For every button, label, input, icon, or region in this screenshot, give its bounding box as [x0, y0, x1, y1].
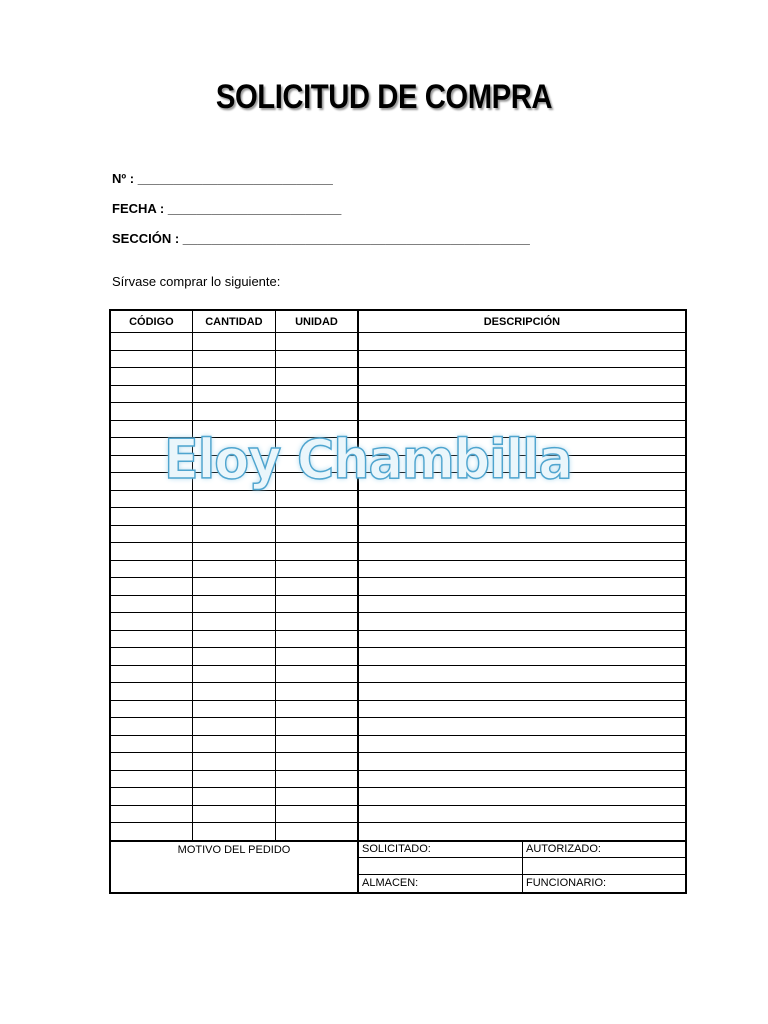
table-cell[interactable] [192, 735, 275, 753]
table-cell[interactable] [358, 683, 686, 701]
table-cell[interactable] [358, 648, 686, 666]
table-row [110, 385, 686, 403]
intro-text: Sírvase comprar lo siguiente: [112, 274, 281, 289]
table-cell[interactable] [276, 648, 358, 666]
table-row [110, 350, 686, 368]
table-cell[interactable] [276, 525, 358, 543]
table-cell[interactable] [192, 403, 275, 421]
table-cell[interactable] [276, 805, 358, 823]
table-cell[interactable] [276, 578, 358, 596]
table-cell[interactable] [358, 403, 686, 421]
table-cell[interactable] [192, 525, 275, 543]
table-cell[interactable] [358, 560, 686, 578]
table-cell[interactable] [358, 753, 686, 771]
column-header-descripcion: DESCRIPCIÓN [358, 310, 686, 333]
table-cell[interactable] [192, 595, 275, 613]
table-cell[interactable] [192, 700, 275, 718]
table-body [110, 333, 686, 841]
table-row [110, 665, 686, 683]
table-cell[interactable] [276, 753, 358, 771]
table-cell[interactable] [276, 543, 358, 561]
document-title: SOLICITUD DE COMPRA [215, 78, 553, 116]
table-cell[interactable] [110, 350, 192, 368]
table-cell[interactable] [192, 718, 275, 736]
table-row [110, 578, 686, 596]
table-cell[interactable] [192, 665, 275, 683]
almacen-label: ALMACEN: [362, 877, 419, 889]
table-cell[interactable] [192, 788, 275, 806]
table-cell[interactable] [192, 805, 275, 823]
table-cell[interactable] [110, 508, 192, 526]
table-row [110, 805, 686, 823]
table-cell[interactable] [276, 683, 358, 701]
table-cell[interactable] [358, 665, 686, 683]
table-row [110, 595, 686, 613]
table-cell[interactable] [358, 805, 686, 823]
table-cell[interactable] [276, 613, 358, 631]
table-row [110, 630, 686, 648]
table-cell[interactable] [192, 508, 275, 526]
table-cell[interactable] [110, 735, 192, 753]
table-cell[interactable] [358, 613, 686, 631]
table-cell[interactable] [276, 735, 358, 753]
table-cell[interactable] [192, 753, 275, 771]
table-row [110, 333, 686, 351]
table-row [110, 735, 686, 753]
table-row [110, 700, 686, 718]
table-cell[interactable] [192, 385, 275, 403]
numero-field: Nº : ___________________________ [112, 171, 333, 186]
table-cell[interactable] [192, 823, 275, 841]
table-row [110, 508, 686, 526]
table-cell[interactable] [358, 718, 686, 736]
table-cell[interactable] [192, 333, 275, 351]
motivo-label: MOTIVO DEL PEDIDO [111, 841, 359, 892]
table-cell[interactable] [110, 683, 192, 701]
table-cell[interactable] [110, 368, 192, 386]
table-row [110, 403, 686, 421]
column-header-unidad: UNIDAD [276, 310, 358, 333]
table-cell[interactable] [358, 490, 686, 508]
table-row [110, 770, 686, 788]
table-cell[interactable] [192, 368, 275, 386]
funcionario-label: FUNCIONARIO: [526, 877, 607, 889]
table-cell[interactable] [192, 490, 275, 508]
table-row [110, 490, 686, 508]
table-cell[interactable] [358, 350, 686, 368]
table-cell[interactable] [110, 490, 192, 508]
table-cell[interactable] [358, 508, 686, 526]
table-cell[interactable] [110, 578, 192, 596]
table-cell[interactable] [276, 368, 358, 386]
table-cell[interactable] [276, 333, 358, 351]
table-cell[interactable] [358, 788, 686, 806]
table-row [110, 648, 686, 666]
table-cell[interactable] [192, 578, 275, 596]
table-row [110, 788, 686, 806]
table-row [110, 823, 686, 841]
table-cell[interactable] [110, 753, 192, 771]
table-cell[interactable] [276, 560, 358, 578]
table-cell[interactable] [358, 823, 686, 841]
table-cell[interactable] [110, 788, 192, 806]
table-cell[interactable] [110, 823, 192, 841]
table-row [110, 368, 686, 386]
table-cell[interactable] [110, 543, 192, 561]
table-row [110, 613, 686, 631]
table-cell[interactable] [276, 700, 358, 718]
table-row [110, 753, 686, 771]
table-cell[interactable] [358, 735, 686, 753]
table-cell[interactable] [110, 385, 192, 403]
footer-section [109, 841, 687, 894]
table-row [110, 543, 686, 561]
table-cell[interactable] [192, 350, 275, 368]
table-cell[interactable] [192, 560, 275, 578]
table-cell[interactable] [110, 403, 192, 421]
table-cell[interactable] [110, 630, 192, 648]
table-header-row [110, 310, 686, 333]
table-cell[interactable] [358, 595, 686, 613]
table-cell[interactable] [358, 578, 686, 596]
table-row [110, 683, 686, 701]
table-cell[interactable] [110, 665, 192, 683]
table-cell[interactable] [192, 683, 275, 701]
table-cell[interactable] [276, 630, 358, 648]
table-cell[interactable] [110, 700, 192, 718]
table-cell[interactable] [276, 508, 358, 526]
table-cell[interactable] [110, 805, 192, 823]
table-row [110, 718, 686, 736]
table-cell[interactable] [358, 525, 686, 543]
table-row [110, 525, 686, 543]
table-cell[interactable] [276, 403, 358, 421]
table-cell[interactable] [110, 718, 192, 736]
table-cell[interactable] [276, 665, 358, 683]
table-cell[interactable] [110, 333, 192, 351]
table-cell[interactable] [358, 543, 686, 561]
table-cell[interactable] [358, 700, 686, 718]
table-cell[interactable] [192, 630, 275, 648]
table-cell[interactable] [276, 595, 358, 613]
table-cell[interactable] [358, 630, 686, 648]
watermark-text: Eloy Chambilla [164, 428, 572, 491]
column-header-cantidad: CANTIDAD [192, 310, 275, 333]
table-cell[interactable] [358, 770, 686, 788]
table-cell[interactable] [358, 333, 686, 351]
autorizado-label: AUTORIZADO: [526, 843, 601, 855]
table-cell[interactable] [276, 385, 358, 403]
table-cell[interactable] [276, 490, 358, 508]
table-cell[interactable] [358, 368, 686, 386]
table-cell[interactable] [192, 543, 275, 561]
column-header-codigo: CÓDIGO [110, 310, 192, 333]
table-cell[interactable] [192, 613, 275, 631]
items-table [109, 309, 687, 842]
table-cell[interactable] [276, 823, 358, 841]
table-cell[interactable] [110, 613, 192, 631]
table-cell[interactable] [110, 595, 192, 613]
table-cell[interactable] [276, 788, 358, 806]
table-cell[interactable] [192, 770, 275, 788]
table-cell[interactable] [276, 350, 358, 368]
seccion-field: SECCIÓN : ________________________________________________ [112, 231, 530, 246]
table-cell[interactable] [276, 770, 358, 788]
table-cell[interactable] [276, 718, 358, 736]
table-cell[interactable] [358, 385, 686, 403]
table-cell[interactable] [110, 560, 192, 578]
fecha-field: FECHA : ________________________ [112, 201, 342, 216]
table-cell[interactable] [110, 648, 192, 666]
table-cell[interactable] [110, 770, 192, 788]
table-row [110, 560, 686, 578]
signature-grid [359, 841, 685, 892]
table-cell[interactable] [110, 525, 192, 543]
solicitado-label: SOLICITADO: [362, 843, 431, 855]
table-cell[interactable] [192, 648, 275, 666]
